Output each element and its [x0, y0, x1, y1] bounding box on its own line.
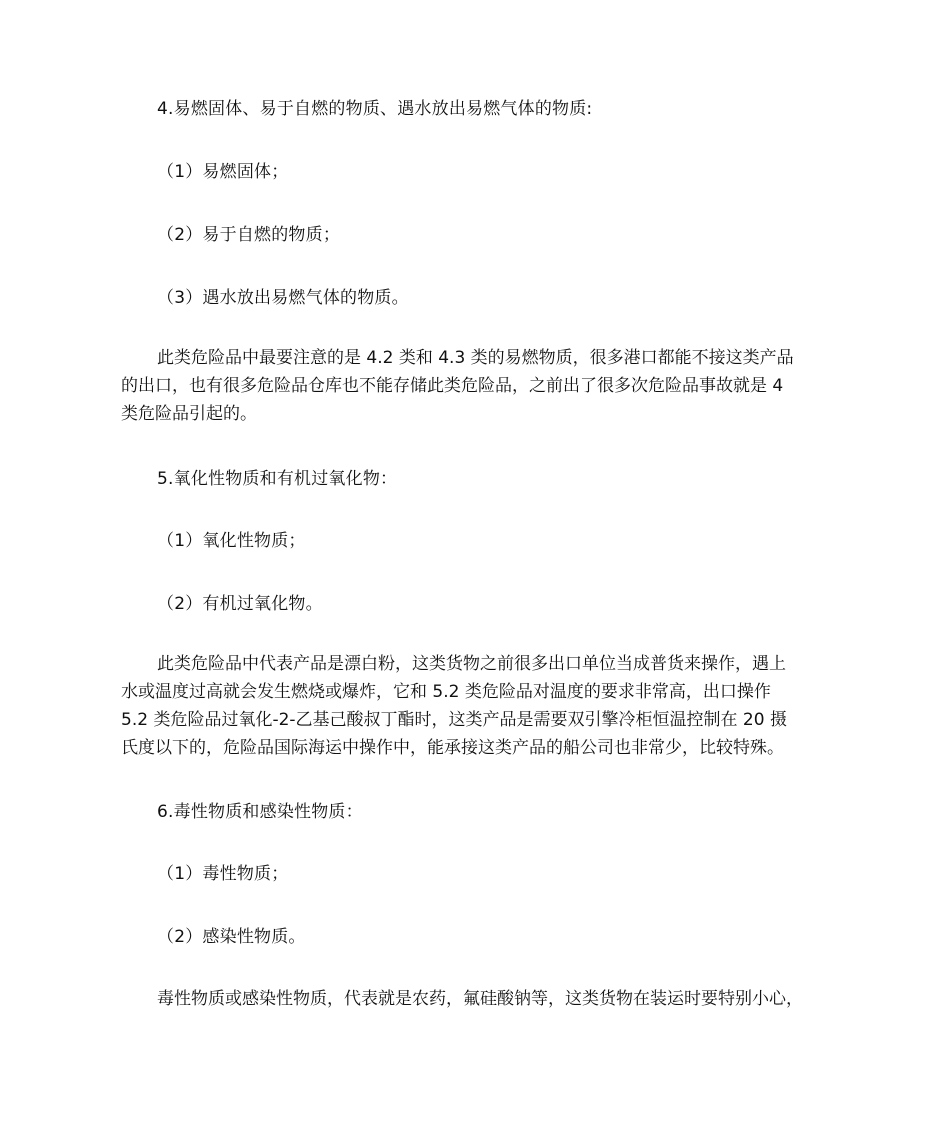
- paragraph-line: 氏度以下的，危险品国际海运中操作中，能承接这类产品的船公司也非常少，比较特殊。: [121, 738, 784, 758]
- section-4-item-2: （2）易于自燃的物质；: [157, 225, 341, 245]
- paragraph-line: 水或温度过高就会发生燃烧或爆炸，它和 5.2 类危险品对温度的要求非常高，出口操作: [121, 682, 771, 702]
- paragraph-line: 类危险品引起的。: [121, 404, 257, 424]
- section-4-paragraph: [121, 344, 833, 428]
- section-5-paragraph: [121, 650, 833, 762]
- paragraph-line: 的出口，也有很多危险品仓库也不能存储此类危险品，之前出了很多次危险品事故就是 4: [121, 376, 784, 396]
- section-6-item-1: （1）毒性物质；: [157, 864, 289, 884]
- section-4-item-3: （3）遇水放出易燃气体的物质。: [157, 288, 409, 308]
- section-5-item-2: （2）有机过氧化物。: [157, 594, 323, 614]
- section-5-heading: 5.氧化性物质和有机过氧化物：: [157, 469, 398, 489]
- section-6-heading: 6.毒性物质和感染性物质：: [157, 802, 363, 822]
- section-6-paragraph: [121, 985, 833, 1013]
- section-5-item-1: （1）氧化性物质；: [157, 531, 306, 551]
- paragraph-line: 此类危险品中代表产品是漂白粉，这类货物之前很多出口单位当成普货来操作，遇上: [157, 654, 786, 674]
- paragraph-line: 此类危险品中最要注意的是 4.2 类和 4.3 类的易燃物质，很多港口都能不接这类产品: [157, 348, 794, 368]
- section-4-item-1: （1）易燃固体；: [157, 162, 289, 182]
- section-6-item-2: （2）感染性物质。: [157, 927, 306, 947]
- paragraph-line: 毒性物质或感染性物质，代表就是农药，氟硅酸钠等，这类货物在装运时要特别小心，: [157, 989, 803, 1009]
- section-4-heading: 4.易燃固体、易于自燃的物质、遇水放出易燃气体的物质:: [157, 99, 593, 119]
- paragraph-line: 5.2 类危险品过氧化-2-乙基己酸叔丁酯时，这类产品是需要双引擎冷柜恒温控制在 20 摄: [121, 710, 787, 730]
